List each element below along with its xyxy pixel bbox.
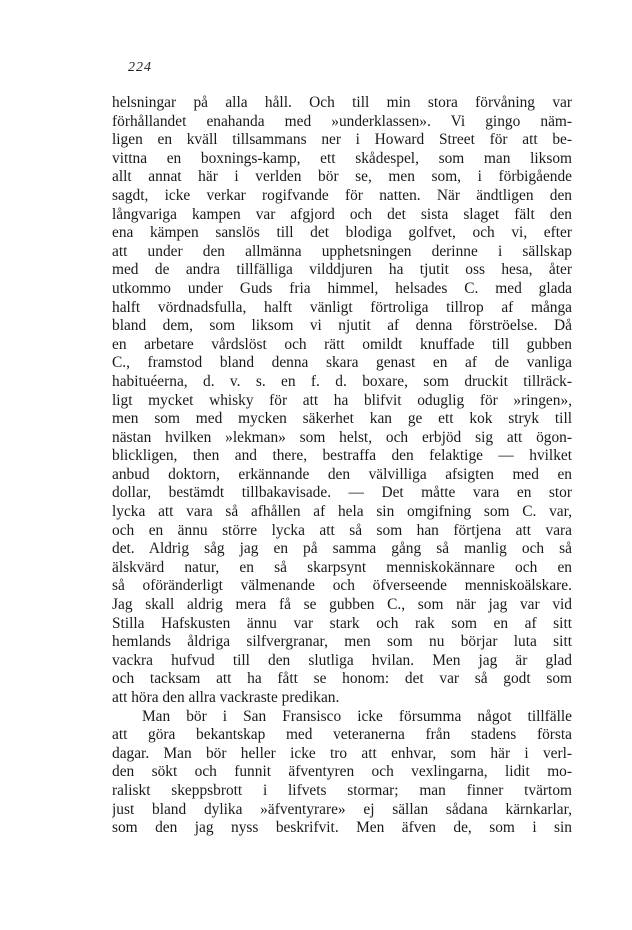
body-text [112,94,572,838]
text-line: ligt mycket whisky för att ha blifvit oduglig för »ringen», [112,391,572,409]
text-line: anbud doktorn, erkännande den välvilliga afsigten med en [112,465,572,483]
text-line: lycka att vara så afhållen af hela sin omgifning som C. var, [112,503,572,521]
text-line: nästan hvilken »lekman» som helst, och erbjöd sig att ögon- [112,428,572,446]
text-line: en arbetare vårdslöst och rätt omildt knuffade till gubben [112,335,572,353]
text-line: halft vördnadsfulla, halft vänligt förtroliga tillrop af många [112,298,572,316]
text-line: långvariga kampen var afgjord och det sista slaget fält den [112,205,572,223]
text-line: dollar, bestämdt tillbakavisade. — Det måtte vara en stor [112,484,572,502]
text-line: Stilla Hafskusten ännu var stark och rak som en af sitt [112,614,572,632]
page-number: 224 [128,60,152,75]
text-line: som den jag nyss beskrifvit. Men äfven de, som i sin [112,819,572,837]
text-line: blickligen, then and there, bestraffa den felaktige — hvilket [112,447,572,465]
text-line: vackra hufvud till den slutliga hvilan. Men jag är glad [112,651,572,669]
text-line: ligen en kväll tillsammans ner i Howard Street för att be- [112,131,572,149]
text-line: med de andra tillfälliga vilddjuren ha tjutit oss hesa, åter [112,261,572,279]
text-line: hemlands åldriga silfvergranar, men som nu börjar luta sitt [112,633,572,651]
text-line: just bland dylika »äfventyrare» ej sällan sådana kärnkarlar, [112,800,572,818]
text-line: och en ännu större lycka att så som han förtjena att vara [112,521,572,539]
text-line: den sökt och funnit äfventyren och vexlingarna, lidit mo- [112,763,572,781]
text-line: Jag skall aldrig mera få se gubben C., som när jag var vid [112,596,572,614]
text-line: allt annat här i verlden bör se, men som, i förbigående [112,168,572,186]
text-line: ena kämpen sanslös till det blodiga golfvet, och vi, efter [112,224,572,242]
text-line: C., framstod bland denna skara genast en af de vanliga [112,354,572,372]
text-line: det. Aldrig såg jag en på samma gång så manlig och så [112,540,572,558]
text-line: raliskt skeppsbrott i lifvets stormar; man finner tvärtom [112,781,572,799]
text-line: så oföränderligt välmenande och öfverseende menniskoälskare. [112,577,572,595]
text-line: sagdt, icke verkar rogifvande för natten. När ändtligen den [112,186,572,204]
text-line: förhållandet enahanda med »underklassen». Vi gingo näm- [112,112,572,130]
text-line: älskvärd natur, en så skarpsynt menniskokännare och en [112,558,572,576]
text-line: och tacksam att ha fått se honom: det var så godt som [112,670,572,688]
text-line: att göra bekantskap med veteranerna från stadens första [112,726,572,744]
text-line: habituéerna, d. v. s. en f. d. boxare, som druckit tillräck- [112,372,572,390]
text-line: helsningar på alla håll. Och till min stora förvåning var [112,94,572,111]
text-line: utkommo under Guds fria himmel, helsades C. med glada [112,279,572,297]
text-line: att höra den allra vackraste predikan. [112,689,340,706]
text-line: men som med mycken säkerhet kan ge ett kok stryk till [112,410,572,428]
text-line: att under den allmänna upphetsningen derinne i sällskap [112,242,572,260]
text-line: dagar. Man bör heller icke tro att enhvar, som här i verl- [112,744,572,762]
text-line: bland dem, som liksom vi njutit af denna förströelse. Då [112,317,572,335]
text-line: Man bör i San Fransisco icke försumma något tillfälle [142,707,572,725]
text-line: vittna en boxnings-kamp, ett skådespel, som man liksom [112,149,572,167]
